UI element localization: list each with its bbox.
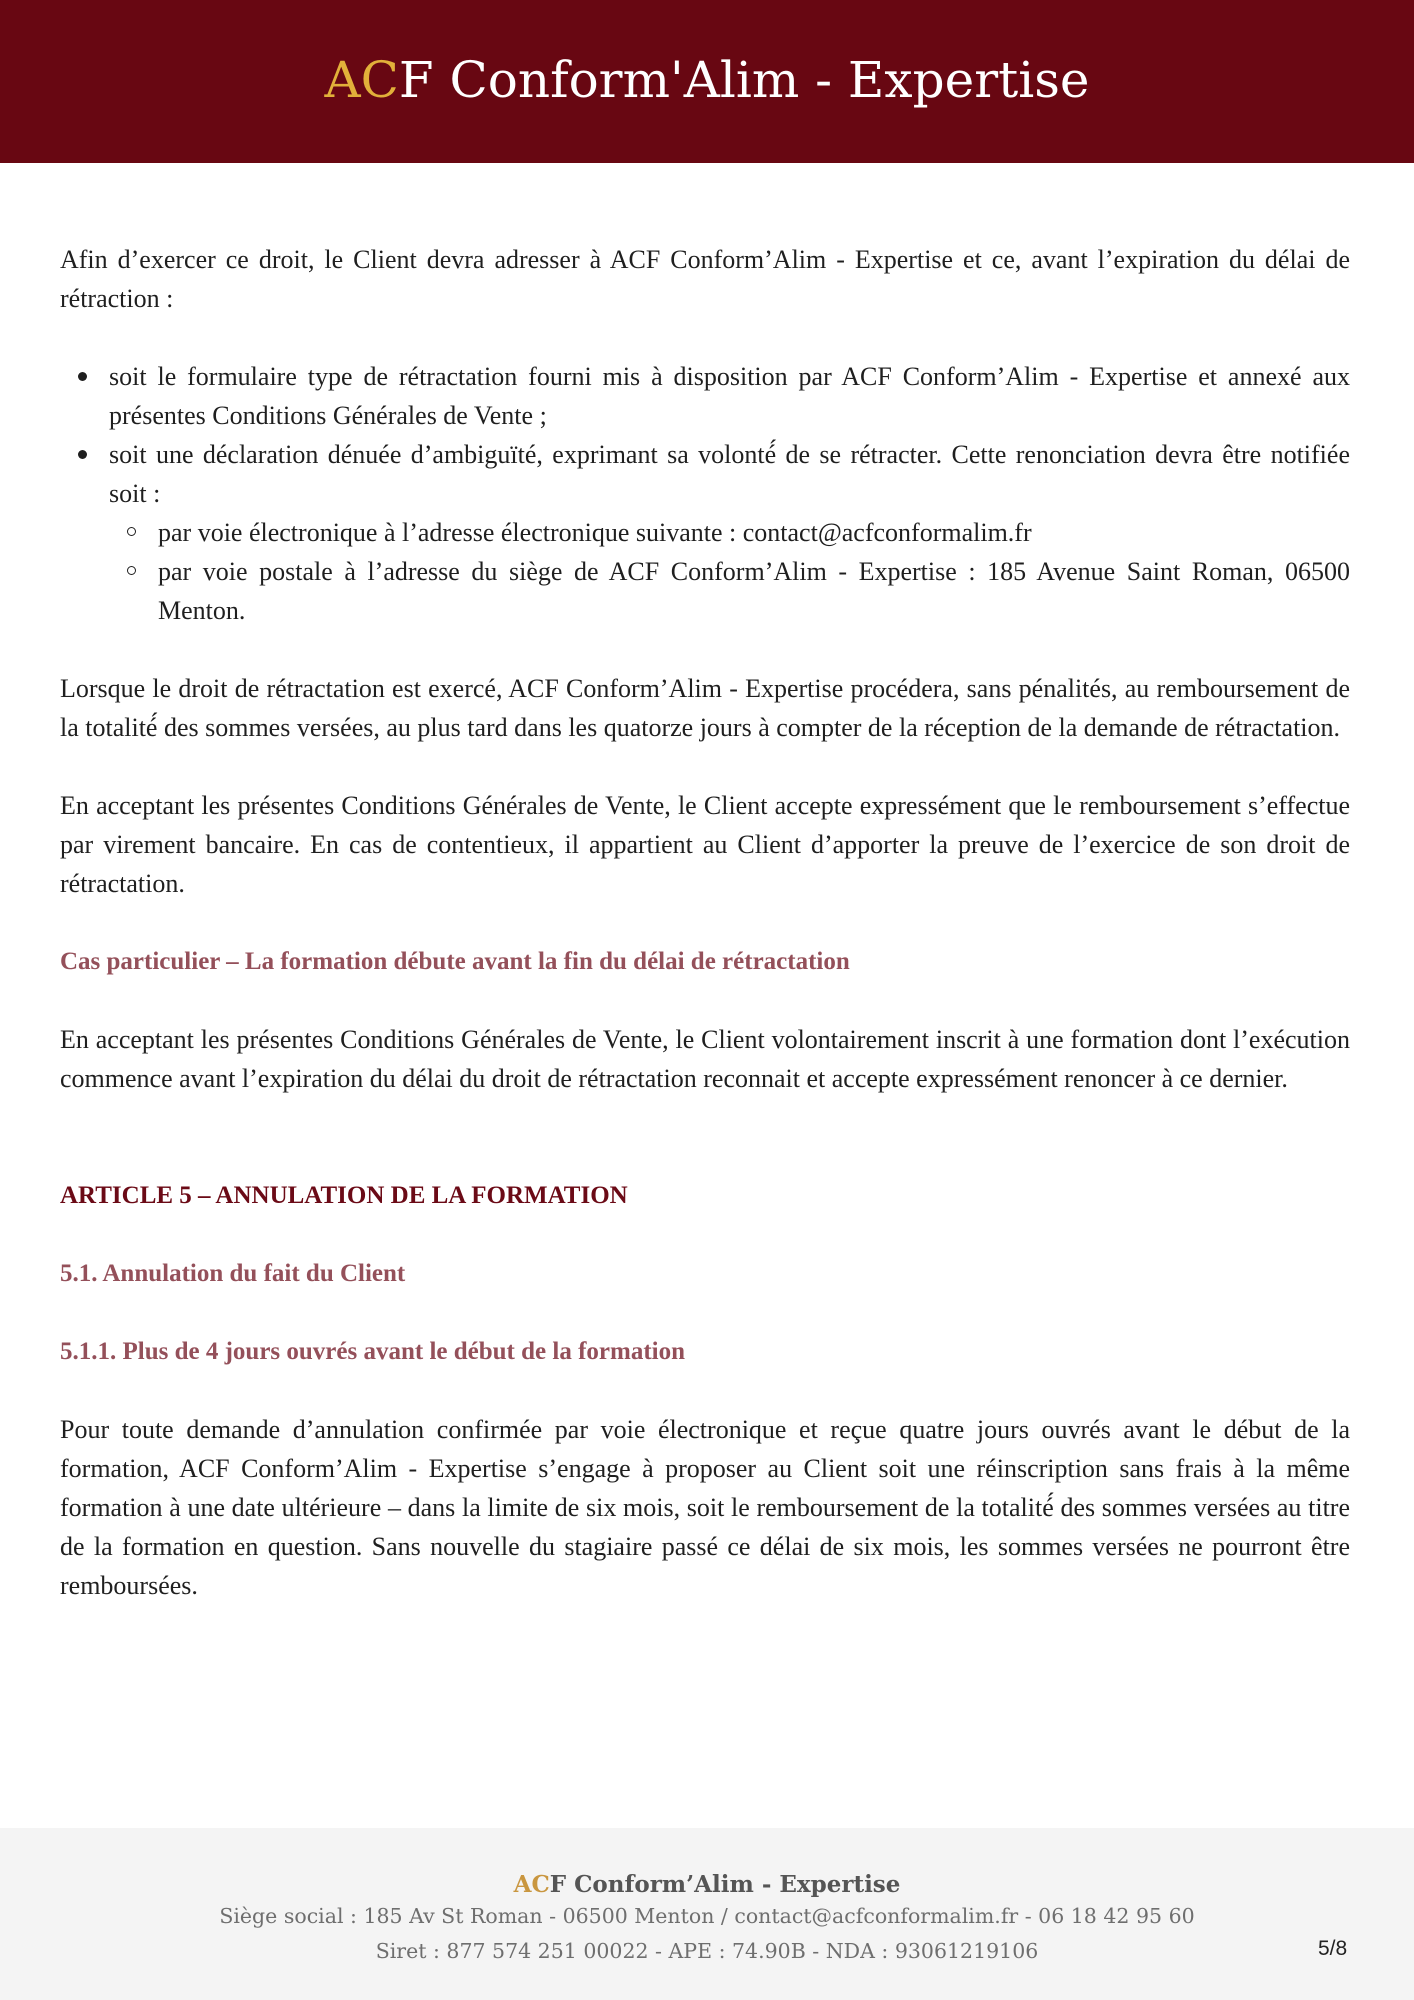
header-title-rest: F Conform'Alim - Expertise [398,50,1090,109]
withdrawal-methods-list [60,357,1350,630]
sub-list-item-text: par voie électronique à l’adresse électronique suivante : contact@acfconformalim.fr [158,518,1032,547]
transfer-paragraph: En acceptant les présentes Conditions Générales de Vente, le Client accepte expressément que le remboursement s’effectue par virement bancaire. En cas de contentieux, il appartient au Client d’apporter la preuve de l’exercice de son droit de rétractation. [60,791,1350,898]
footer-address: Siège social : 185 Av St Roman - 06500 Menton / contact@acfconformalim.fr - 06 18 42 95 60 [219,1904,1195,1928]
bullet-icon [78,372,87,381]
sub-list-item-text: par voie postale à l’adresse du siège de ACF Conform’Alim - Expertise : 185 Avenue Saint Roman, 06500 Menton. [158,557,1350,625]
list-item [60,435,1350,630]
page-header [0,0,1414,163]
section-5-1-heading: 5.1. Annulation du fait du Client [60,1260,406,1287]
footer-title-rest: F Conform’Alim - Expertise [549,1871,901,1898]
section-5-1-1-paragraph: Pour toute demande d’annulation confirmée par voie électronique et reçue quatre jours ouvrés avant le début de la formation, ACF Conform’Alim - Expertise s’engage à proposer au Client soit une réinscription sans frais à la même formation à une date ultérieure – dans la limite de six mois, soit le remboursement de la totalité́ des sommes versées au titre de la formation en question. Sans nouvelle du stagiaire passé ce délai de six mois, les sommes versées ne pourront être remboursées. [60,1415,1350,1600]
bullet-icon [78,450,87,459]
list-item-text: soit le formulaire type de rétractation fourni mis à disposition par ACF Conform’Alim - Expertise et annexé aux présentes Conditions Générales de Vente ; [109,362,1350,430]
circle-bullet-icon [127,527,136,536]
page-footer [0,1828,1414,2000]
circle-bullet-icon [127,566,136,575]
sub-list-item [109,552,1350,630]
notification-methods-list [109,513,1350,630]
header-title-accent: AC [324,50,399,109]
section-5-1-1-heading: 5.1.1. Plus de 4 jours ouvrés avant le début de la formation [60,1338,685,1365]
document-body [60,240,1350,1605]
special-case-heading: Cas particulier – La formation débute avant la fin du délai de rétractation [60,948,850,975]
article-5-heading: ARTICLE 5 – ANNULATION DE LA FORMATION [60,1182,628,1209]
header-title [325,51,1090,109]
special-case-paragraph: En acceptant les présentes Conditions Générales de Vente, le Client volontairement inscrit à une formation dont l’exécution commence avant l’expiration du délai du droit de rétractation reconnait et accepte expressément renoncer à ce dernier. [60,1025,1350,1093]
refund-paragraph: Lorsque le droit de rétractation est exercé, ACF Conform’Alim - Expertise procédera, sans pénalités, au remboursement de la totalité́ des sommes versées, au plus tard dans les quatorze jours à compter de la réception de la demande de rétractation. [60,674,1350,742]
footer-title-accent: AC [513,1871,550,1898]
list-item-text: soit une déclaration dénuée d’ambiguïté, exprimant sa volonté́ de se rétracter. Cette renonciation devra être notifiée soit : [109,440,1350,508]
list-item [60,357,1350,435]
page-number: 5/8 [1318,1937,1348,1960]
sub-list-item [109,513,1350,552]
intro-paragraph: Afin d’exercer ce droit, le Client devra adresser à ACF Conform’Alim - Expertise et ce, avant l’expiration du délai de rétraction : [60,245,1350,313]
footer-company-name [0,1868,1414,1902]
footer-legal-info: Siret : 877 574 251 00022 - APE : 74.90B - NDA : 93061219106 [375,1939,1039,1963]
